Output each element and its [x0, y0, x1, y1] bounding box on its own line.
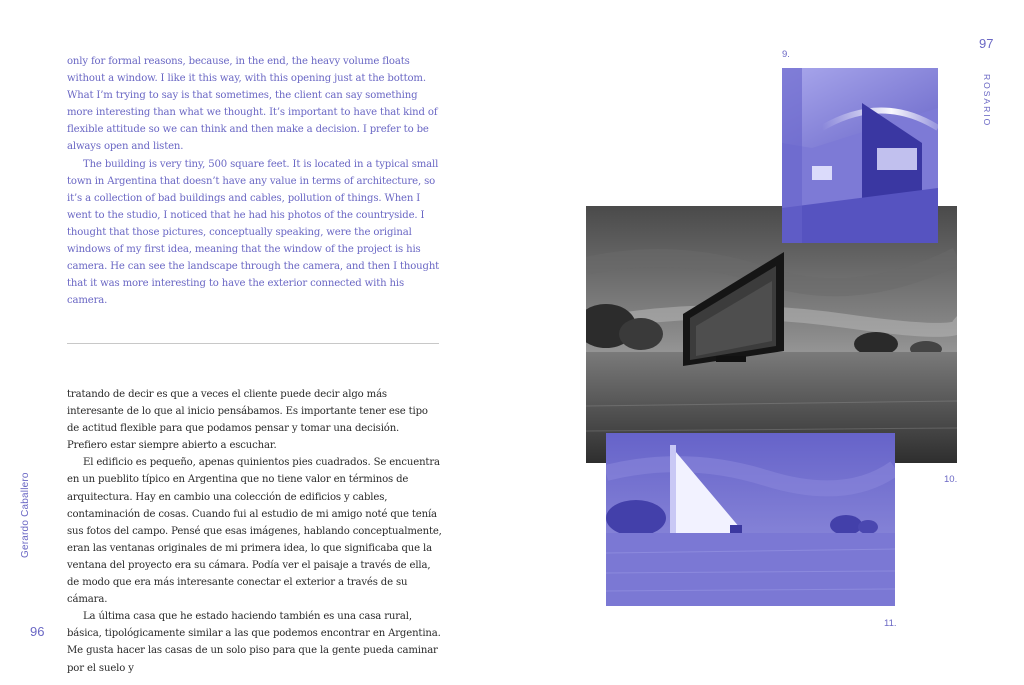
spanish-text-block — [67, 386, 442, 677]
english-paragraph: only for formal reasons, because, in the end, the heavy volume floats without a window. I like it this way, with this opening just at the bottom. What I’m trying to say is that sometimes, the client can say something more interesting than what we thought. It’s important to have that kind of flexible attitude so we can think and then make a decision. I prefer to be always open and listen. — [67, 56, 438, 153]
section-title: ROSARIO — [982, 74, 992, 128]
page-number-left: 96 — [30, 624, 45, 639]
page-number-right: 97 — [979, 36, 994, 51]
spanish-paragraph: La última casa que he estado haciendo también es una casa rural, básica, tipológicamente similar a las que podemos encontrar en Argentina. Me gusta hacer las casas de un solo piso para que la gente pueda caminar por el suelo y — [67, 611, 441, 674]
section-divider — [67, 343, 439, 344]
figure-label-10: 10. — [944, 474, 958, 485]
spanish-paragraph: El edificio es pequeño, apenas quinientos pies cuadrados. Se encuentra en un pueblito típico en Argentina que no tiene valor en términos de arquitectura. Hay en cambio una colección de edificios y cables, contaminación de cosas. Cuando fui al estudio de mi amigo noté que tenía sus fotos del campo. Pensé que esas imágenes, hablando conceptualmente, eran las ventanas originales de mi primera idea, lo que significaba que la ventana del proyecto era su cámara. Podía ver el paisaje a través de ella, de modo que era más interesante conectar el exterior a través de su cámara. — [67, 457, 442, 606]
photo-white-house — [606, 433, 895, 606]
photo-interior — [782, 68, 938, 243]
figure-label-9: 9. — [782, 49, 790, 60]
spanish-paragraph: tratando de decir es que a veces el cliente puede decir algo más interesante de lo que al inicio pensábamos. Es importante tener ese tipo de actitud flexible para que podamos pensar y tomar una decisión. Prefiero estar siempre abierto a escuchar. — [67, 389, 428, 452]
figure-label-11: 11. — [884, 618, 897, 629]
author-name: Gerardo Caballero — [20, 472, 31, 558]
photo-house-landscape — [586, 206, 957, 463]
english-paragraph: The building is very tiny, 500 square feet. It is located in a typical small town in Argentina that doesn’t have any value in terms of architecture, so it’s a collection of bad buildings and cables, pollution of things. When I went to the studio, I noticed that he had his photos of the countryside. I thought that those pictures, conceptually speaking, were the original windows of my first idea, meaning that the window of the project is his camera. He can see the landscape through the camera, and then I thought that it was more interesting to have the exterior connected with his camera. — [67, 158, 440, 307]
english-text-block — [67, 53, 442, 309]
